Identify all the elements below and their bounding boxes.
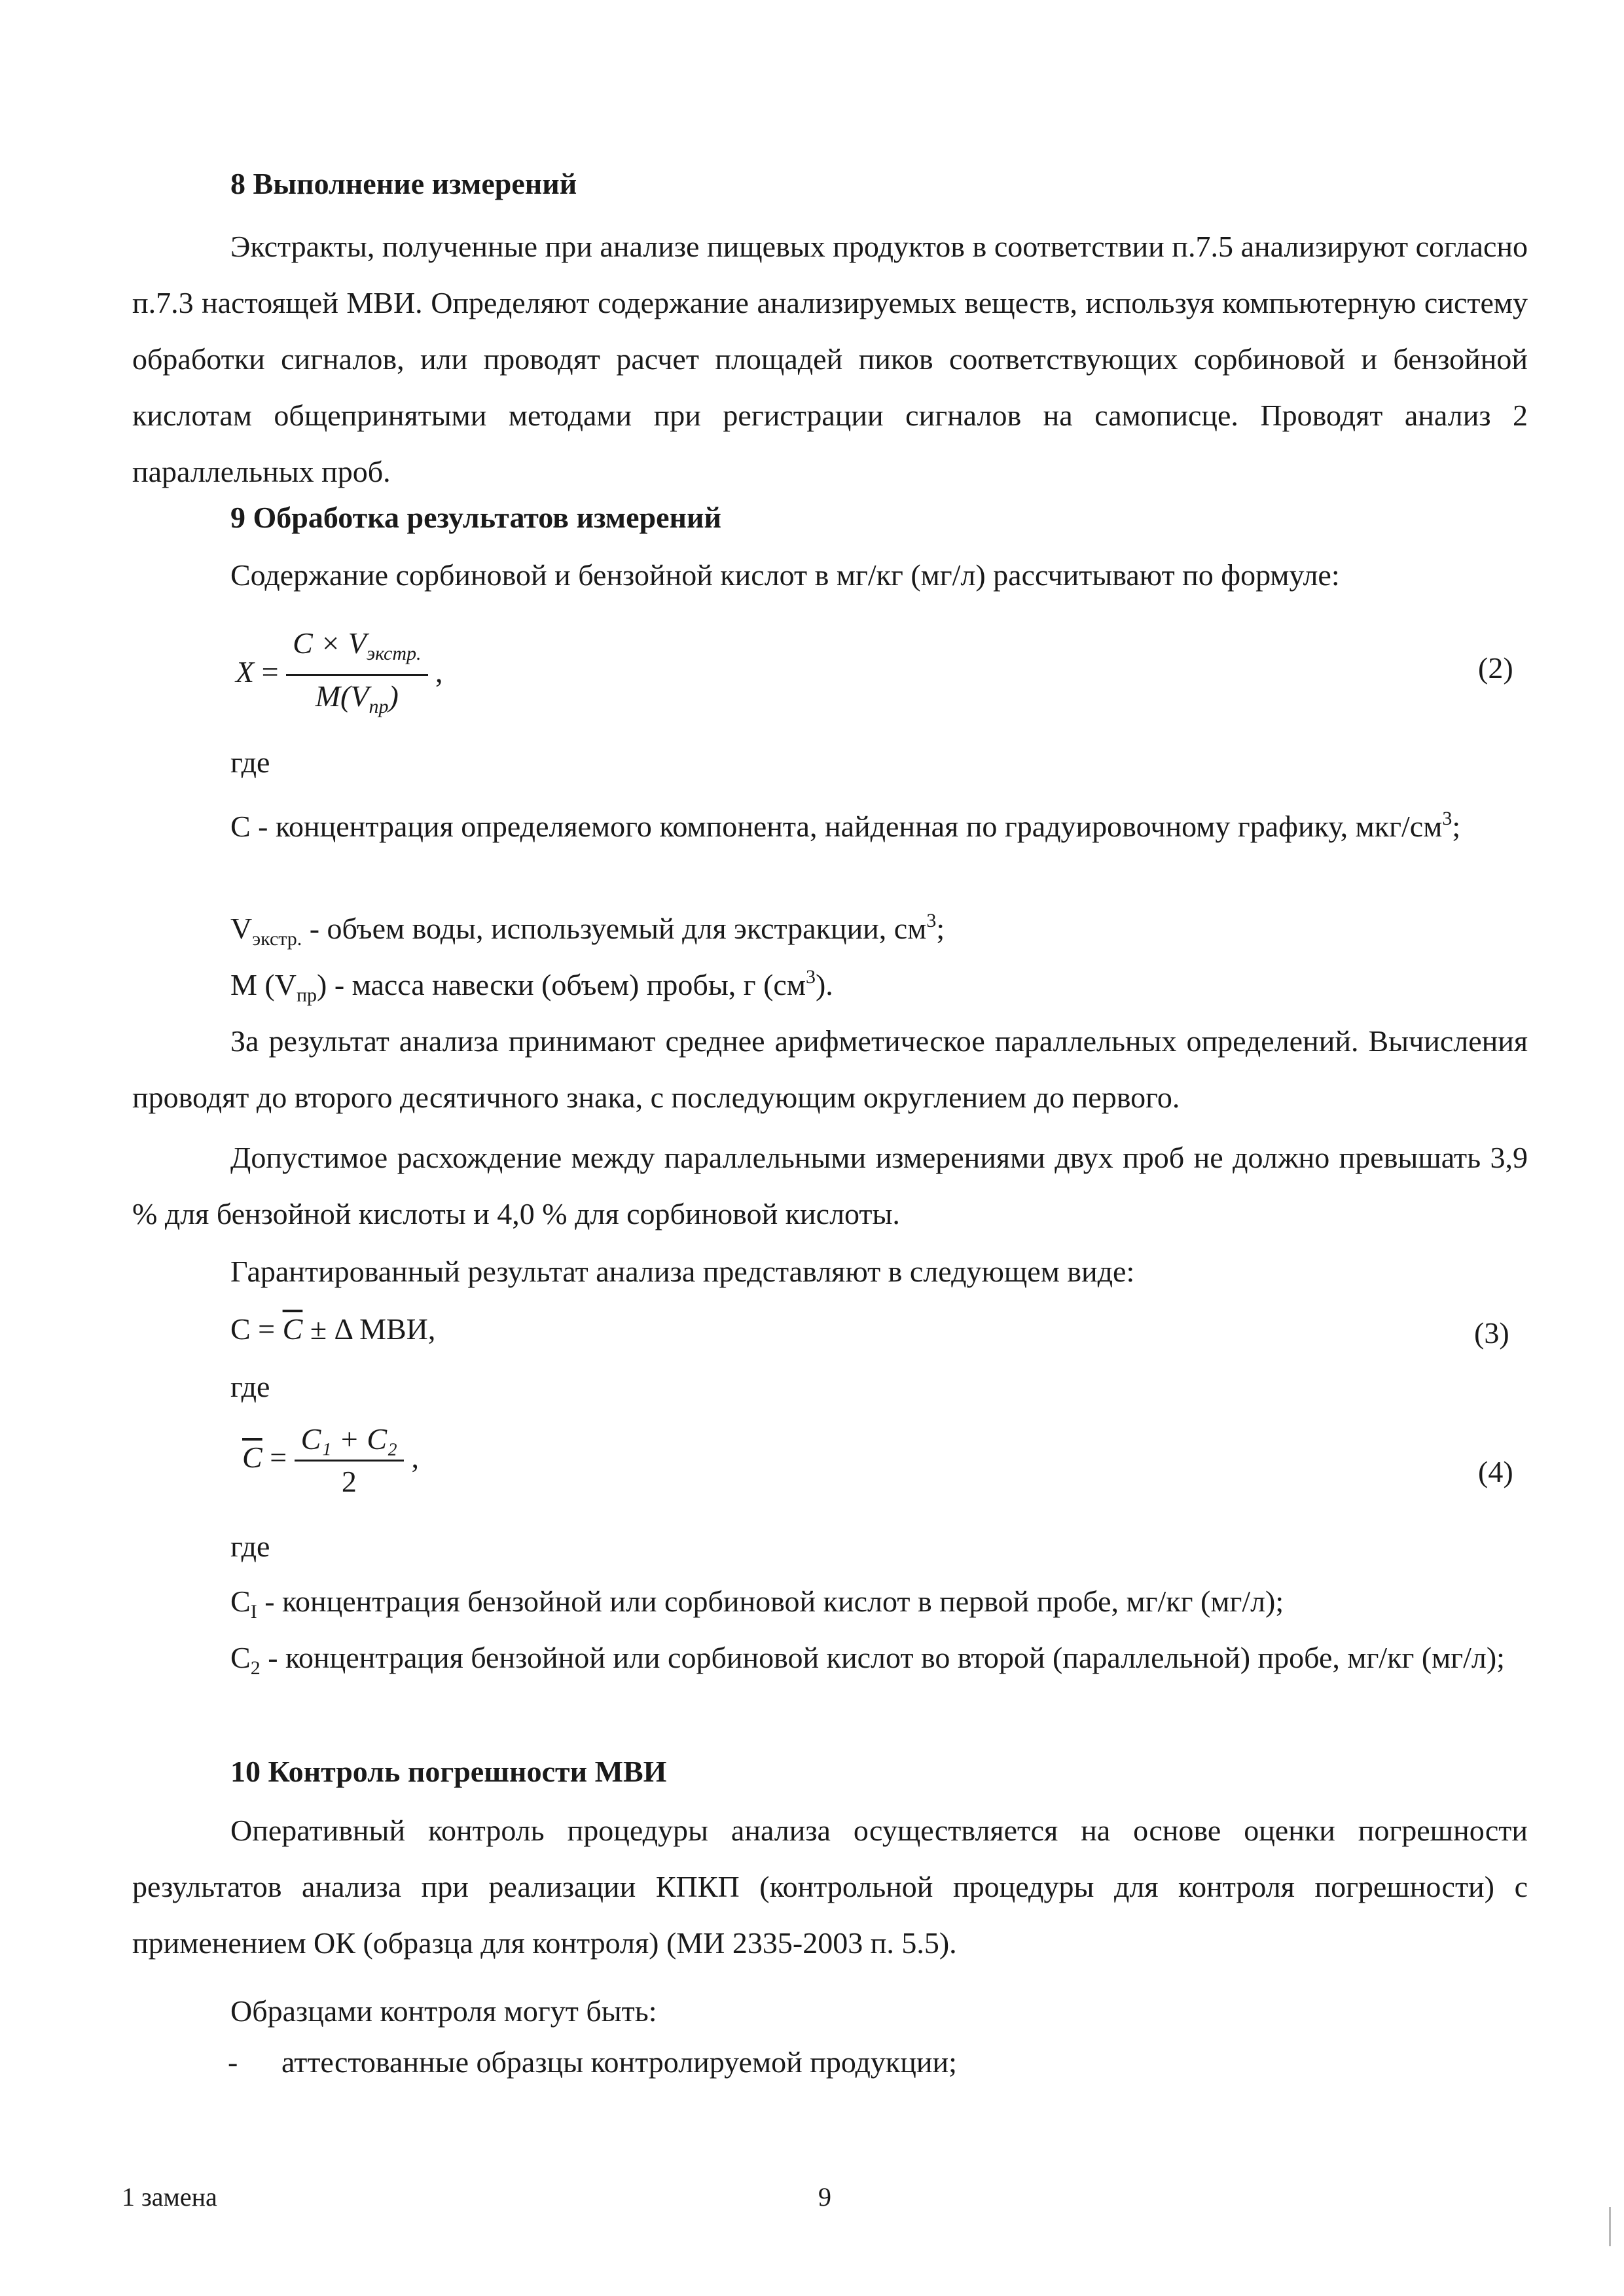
equation-number-2: (2): [1478, 651, 1513, 685]
formula-3: $С = \overline{C} \pm \Delta$ МВИ,: [230, 1312, 436, 1346]
section-9-heading: 9 Обработка результатов измерений: [230, 501, 722, 534]
formula-4-numerator: C₁ + C₂: [295, 1419, 404, 1462]
scan-edge-mark: [1609, 2207, 1611, 2246]
formula-4: [242, 1419, 419, 1502]
result-paragraph: За результат анализа принимают среднее арифметическое параллельных определений. Вычисления проводят до второго десятичного знака, с последующим округлением до первого.: [132, 1024, 1528, 1114]
formula-intro: Содержание сорбиновой и бензойной кислот в мг/кг (мг/л) рассчитывают по формуле:: [230, 558, 1340, 592]
c-mean-symbol: $\overline{C}$: [282, 1312, 303, 1346]
definition-c: С - концентрация определяемого компонента, найденная по градуировочному графику, мкг/$см^3$;: [230, 808, 1461, 843]
formula-2-denominator: $M(V_{пр})$: [315, 679, 399, 717]
formula-4-fraction: [295, 1419, 404, 1502]
footer-change-note: 1 замена: [122, 2182, 217, 2212]
formula-2-fraction: [286, 623, 427, 727]
definition-c1: $С_I$ - концентрация бензойной или сорбиновой кислот в первой пробе, мг/кг (мг/л);: [230, 1585, 1284, 1623]
page-number: 9: [818, 2182, 831, 2212]
formula-4-equals: =: [270, 1441, 287, 1475]
equation-number-4: (4): [1478, 1455, 1513, 1488]
equation-number-3: (3): [1474, 1316, 1509, 1350]
formula-2: [236, 623, 443, 727]
formula-2-equals: =: [261, 655, 279, 689]
bullet-item-1: аттестованные образцы контролируемой продукции;: [281, 2045, 957, 2079]
section-8-paragraph: Экстракты, полученные при анализе пищевых продуктов в соответствии п.7.5 анализируют согласно п.7.3 настоящей МВИ. Определяют содержание анализируемых веществ, используя компьютерную систему обработки сигналов, или проводят расчет площадей пиков соответствующих сорбиновой и бензойной кислотам общепринятыми методами при регистрации сигналов на самописце. Проводят анализ 2 параллельных проб.: [132, 230, 1528, 488]
definition-m: М $(V_{пр})$ - масса навески (объем) пробы, г $(см^3)$.: [230, 966, 833, 1006]
formula-2-lhs: X: [236, 655, 255, 689]
section-10-paragraph: Оперативный контроль процедуры анализа осуществляется на основе оценки погрешности результатов анализа при реализации КПКП (контрольной процедуры для контроля погрешности) с применением ОК (образца для контроля) (МИ 2335-2003 п. 5.5).: [132, 1814, 1528, 1960]
section-10-heading: 10 Контроль погрешности МВИ: [230, 1755, 667, 1788]
formula-4-denominator: 2: [341, 1465, 357, 1498]
control-samples-intro: Образцами контроля могут быть:: [230, 1994, 657, 2028]
formula-2-numerator: $C \times V_{экстр.}$: [286, 623, 427, 676]
bullet-marker: -: [228, 2045, 238, 2079]
guaranteed-result-intro: Гарантированный результат анализа представляют в следующем виде:: [230, 1255, 1135, 1288]
where-label-1: где: [230, 745, 270, 779]
formula-2-comma: ,: [435, 655, 443, 689]
tolerance-paragraph: Допустимое расхождение между параллельными измерениями двух проб не должно превышать 3,9 % для бензойной кислоты и 4,0 % для сорбиновой кислоты.: [132, 1141, 1528, 1230]
formula-4-comma: ,: [411, 1441, 420, 1475]
section-8-heading: 8 Выполнение измерений: [230, 167, 577, 200]
definition-v-extr: $V_{экстр.}$ - объем воды, используемый для экстракции, $см^3$;: [230, 910, 945, 950]
definition-c2: $С_2$ - концентрация бензойной или сорбиновой кислот во второй (параллельной) пробе, мг/кг (мг/л);: [230, 1641, 1505, 1679]
where-label-3: где: [230, 1530, 270, 1563]
formula-4-lhs: $\overline{C}$: [242, 1441, 262, 1475]
where-label-2: где: [230, 1370, 270, 1403]
